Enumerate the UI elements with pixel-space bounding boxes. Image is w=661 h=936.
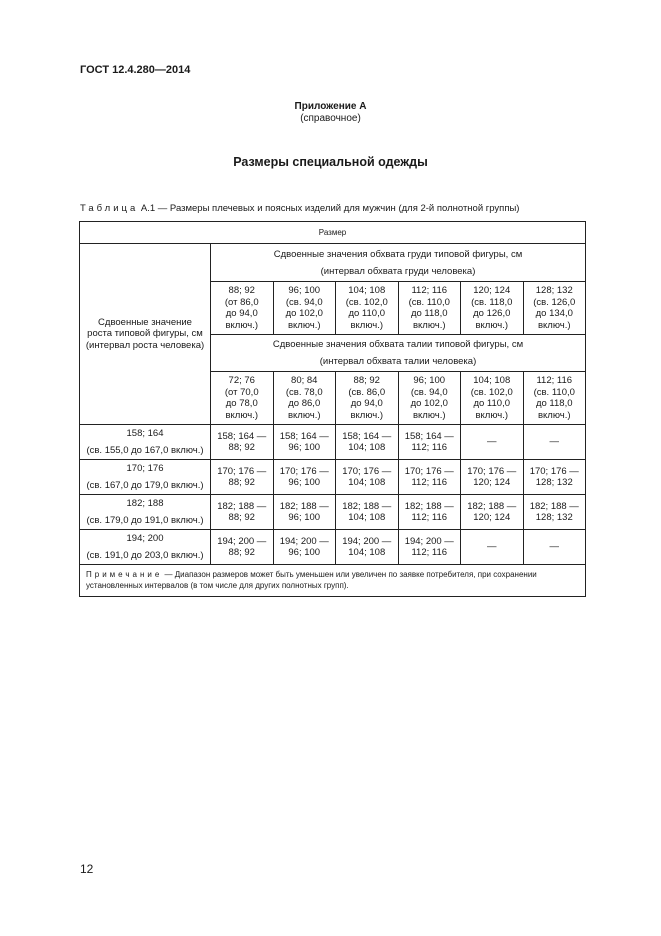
chest-value-cell: 88; 92 (от 86,0 до 94,0 включ.) [211,282,274,335]
size-cell: — [461,530,524,565]
size-cell: — [461,425,524,460]
table-row [80,495,586,530]
chest-value-cell: 128; 132 (св. 126,0 до 134,0 включ.) [523,282,586,335]
chest-value-cell: 104; 108 (св. 102,0 до 110,0 включ.) [336,282,399,335]
document-title: Размеры специальной одежды [233,155,428,169]
height-cell: 182; 188 (св. 179,0 до 191,0 включ.) [80,495,211,530]
appendix-heading [0,101,661,125]
size-cell: 194; 200 — 88; 92 [211,530,274,565]
height-cell: 170; 176 (св. 167,0 до 179,0 включ.) [80,460,211,495]
size-cell: 158; 164 — 88; 92 [211,425,274,460]
chest-header-cell: Сдвоенные значения обхвата груди типовой фигуры, см (интервал обхвата груди человека) [211,244,586,282]
height-cell: 158; 164 (св. 155,0 до 167,0 включ.) [80,425,211,460]
size-cell: 170; 176 — 88; 92 [211,460,274,495]
caption-prefix: Таблица [80,203,139,214]
appendix-subtitle: (справочное) [300,113,361,124]
size-cell: 194; 200 — 96; 100 [273,530,336,565]
size-cell: 182; 188 — 120; 124 [461,495,524,530]
waist-header-cell: Сдвоенные значения обхвата талии типовой фигуры, см (интервал обхвата талии человека) [211,335,586,372]
waist-value-cell: 112; 116 (св. 110,0 до 118,0 включ.) [523,372,586,425]
height-cell: 194; 200 (св. 191,0 до 203,0 включ.) [80,530,211,565]
note-prefix: Примечание [86,570,163,579]
chest-value-cell: 96; 100 (св. 94,0 до 102,0 включ.) [273,282,336,335]
page-number: 12 [80,862,94,876]
size-header-cell: Размер [80,222,586,244]
size-table [79,221,586,597]
table-note [80,565,586,597]
size-cell: 194; 200 — 112; 116 [398,530,461,565]
size-cell: 182; 188 — 104; 108 [336,495,399,530]
waist-value-cell: 104; 108 (св. 102,0 до 110,0 включ.) [461,372,524,425]
size-cell: 170; 176 — 96; 100 [273,460,336,495]
table-row [80,530,586,565]
size-cell: 158; 164 — 96; 100 [273,425,336,460]
table-row [80,460,586,495]
height-header-cell: Сдвоенные значение роста типовой фигуры, см (интервал роста человека) [80,244,211,425]
size-cell: 182; 188 — 88; 92 [211,495,274,530]
size-cell: 170; 176 — 112; 116 [398,460,461,495]
size-cell: 170; 176 — 128; 132 [523,460,586,495]
chest-value-cell: 112; 116 (св. 110,0 до 118,0 включ.) [398,282,461,335]
waist-value-cell: 72; 76 (от 70,0 до 78,0 включ.) [211,372,274,425]
table-caption [80,203,519,214]
caption-text: А.1 — Размеры плечевых и поясных изделий для мужчин (для 2-й полнотной группы) [138,203,520,214]
size-cell: — [523,530,586,565]
size-cell: 182; 188 — 112; 116 [398,495,461,530]
standard-header: ГОСТ 12.4.280—2014 [80,64,191,76]
waist-value-cell: 96; 100 (св. 94,0 до 102,0 включ.) [398,372,461,425]
size-cell: 170; 176 — 104; 108 [336,460,399,495]
chest-value-cell: 120; 124 (св. 118,0 до 126,0 включ.) [461,282,524,335]
note-text: — Диапазон размеров может быть уменьшен или увеличен по заявке потребителя, при сохранении установленных интервалов (в том числе для других полнотных групп). [86,570,537,590]
size-cell: 182; 188 — 96; 100 [273,495,336,530]
appendix-title: Приложение А [294,101,367,112]
size-cell: 170; 176 — 120; 124 [461,460,524,495]
size-cell: 194; 200 — 104; 108 [336,530,399,565]
size-cell: 182; 188 — 128; 132 [523,495,586,530]
size-cell: 158; 164 — 104; 108 [336,425,399,460]
table-row [80,425,586,460]
waist-value-cell: 80; 84 (св. 78,0 до 86,0 включ.) [273,372,336,425]
waist-value-cell: 88; 92 (св. 86,0 до 94,0 включ.) [336,372,399,425]
size-cell: — [523,425,586,460]
size-cell: 158; 164 — 112; 116 [398,425,461,460]
